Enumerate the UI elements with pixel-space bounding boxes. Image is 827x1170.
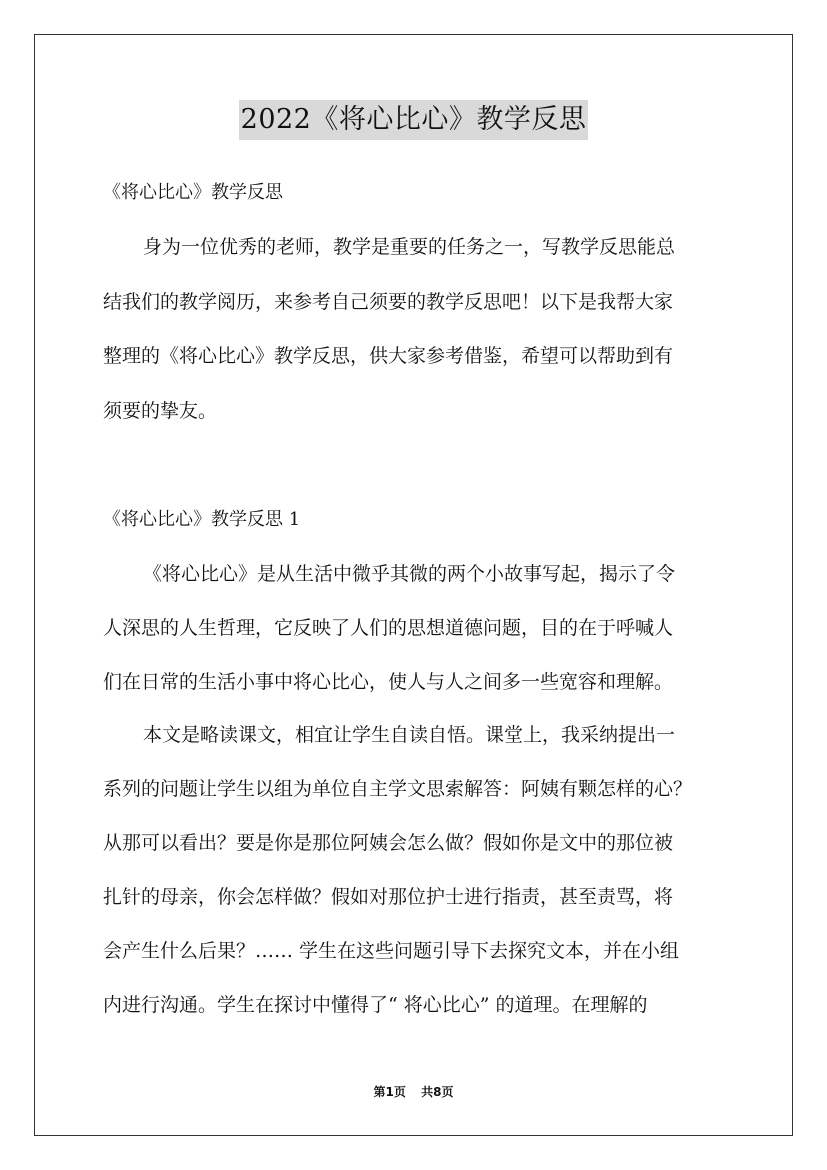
body-line: 们在日常的生活小事中将心比心，使人与人之间多一些宽容和理解。 bbox=[103, 671, 674, 693]
intro-line: 整理的《将心比心》教学反思，供大家参考借鉴，希望可以帮助到有 bbox=[103, 345, 674, 367]
body-line: 扎针的母亲，你会怎样做？假如对那位护士进行指责，甚至责骂，将 bbox=[103, 886, 674, 908]
page-number: 第1页 bbox=[373, 1085, 406, 1099]
body-line: 系列的问题让学生以组为单位自主学文思索解答：阿姨有颗怎样的心？ bbox=[103, 778, 693, 800]
section-heading: 《将心比心》教学反思 1 bbox=[103, 509, 301, 530]
title-wrap bbox=[0, 100, 827, 140]
page-total: 共8页 bbox=[421, 1085, 454, 1099]
intro-line: 结我们的教学阅历，来参考自己须要的教学反思吧！以下是我帮大家 bbox=[103, 291, 674, 313]
page-footer bbox=[0, 1084, 827, 1100]
body-line: 本文是略读课文，相宜让学生自读自悟。课堂上，我采纳提出一 bbox=[143, 724, 676, 746]
document-subtitle: 《将心比心》教学反思 bbox=[103, 182, 283, 203]
document-title: 2022《将心比心》教学反思 bbox=[239, 100, 589, 140]
body-line: 《将心比心》是从生活中微乎其微的两个小故事写起，揭示了令 bbox=[143, 563, 676, 585]
body-line: 会产生什么后果？…… 学生在这些问题引导下去探究文本，并在小组 bbox=[103, 940, 680, 962]
intro-line: 身为一位优秀的老师，教学是重要的任务之一，写教学反思能总 bbox=[143, 236, 676, 258]
intro-line: 须要的挚友。 bbox=[103, 400, 218, 422]
body-line: 从那可以看出？要是你是那位阿姨会怎么做？假如你是文中的那位被 bbox=[103, 832, 674, 854]
body-line: 人深思的人生哲理，它反映了人们的思想道德问题，目的在于呼喊人 bbox=[103, 617, 674, 639]
body-line: 内进行沟通。学生在探讨中懂得了“ 将心比心” 的道理。在理解的 bbox=[103, 994, 648, 1016]
